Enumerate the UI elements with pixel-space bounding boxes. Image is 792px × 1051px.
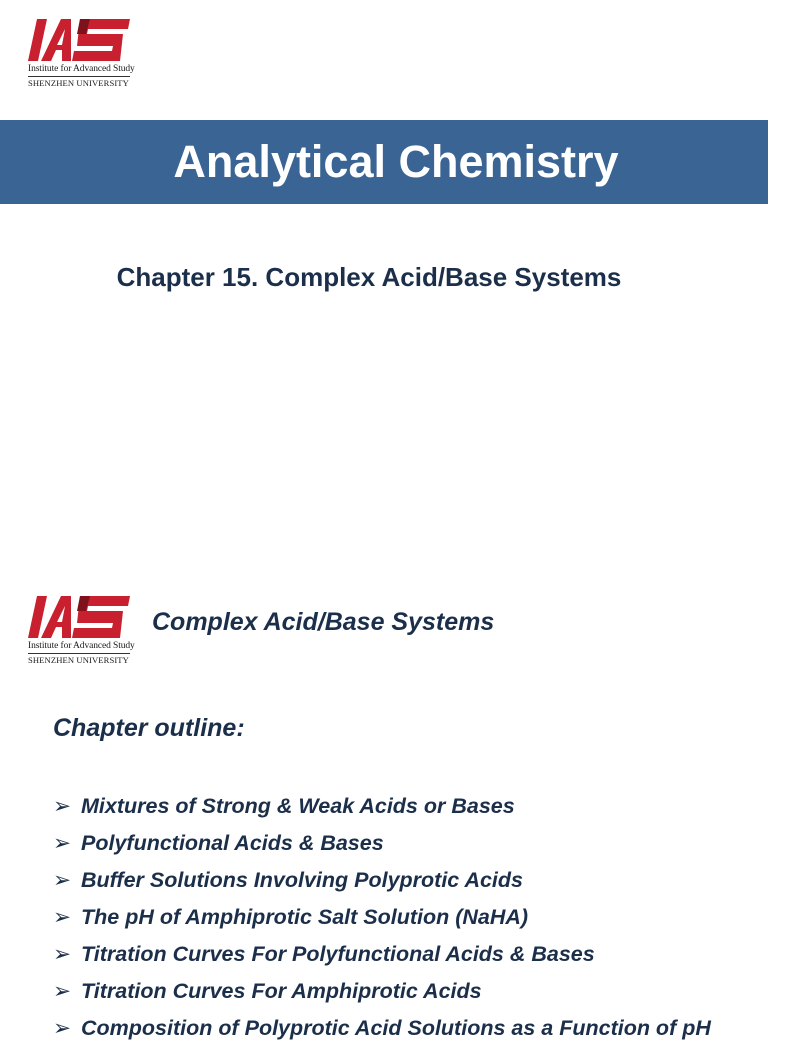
slide-title: Analytical Chemistry [173,136,619,187]
logo-university-name: SHENZHEN UNIVERSITY [28,655,129,665]
arrow-bullet-icon: ➢ [53,831,72,855]
outline-item-text: Mixtures of Strong & Weak Acids or Bases [81,794,515,818]
arrow-bullet-icon: ➢ [53,1016,72,1040]
arrow-bullet-icon: ➢ [53,979,72,1003]
ias-logo [28,594,135,665]
arrow-bullet-icon: ➢ [53,794,72,818]
outline-list [53,792,711,1051]
outline-item [53,1014,711,1051]
ias-logo-mark-icon [28,594,130,640]
arrow-bullet-icon: ➢ [53,868,72,892]
outline-item [53,940,711,977]
logo-divider [28,653,130,654]
logo-divider [28,76,130,77]
outline-item-text: Buffer Solutions Involving Polyprotic Acids [81,868,523,892]
outline-item-text: The pH of Amphiprotic Salt Solution (NaHA) [81,905,529,929]
outline-item-text: Polyfunctional Acids & Bases [81,831,384,855]
outline-item [53,977,711,1014]
outline-item [53,903,711,940]
outline-item-text: Titration Curves For Polyfunctional Acids & Bases [81,942,595,966]
logo-university-name: SHENZHEN UNIVERSITY [28,78,129,88]
logo-institute-name: Institute for Advanced Study [28,641,135,651]
title-banner [0,120,768,204]
slide-heading: Complex Acid/Base Systems [152,608,495,636]
ias-logo [28,17,135,88]
chapter-outline-label: Chapter outline: [53,714,245,742]
arrow-bullet-icon: ➢ [53,905,72,929]
outline-item-text: Composition of Polyprotic Acid Solutions as a Function of pH [81,1016,711,1040]
ias-logo-mark-icon [28,17,130,63]
outline-item [53,792,711,829]
outline-slide [0,572,768,1040]
logo-institute-name: Institute for Advanced Study [28,64,135,74]
arrow-bullet-icon: ➢ [53,942,72,966]
outline-item [53,866,711,903]
outline-item [53,829,711,866]
outline-item-text: Titration Curves For Amphiprotic Acids [81,979,482,1003]
slide-subtitle: Chapter 15. Complex Acid/Base Systems [116,262,622,292]
